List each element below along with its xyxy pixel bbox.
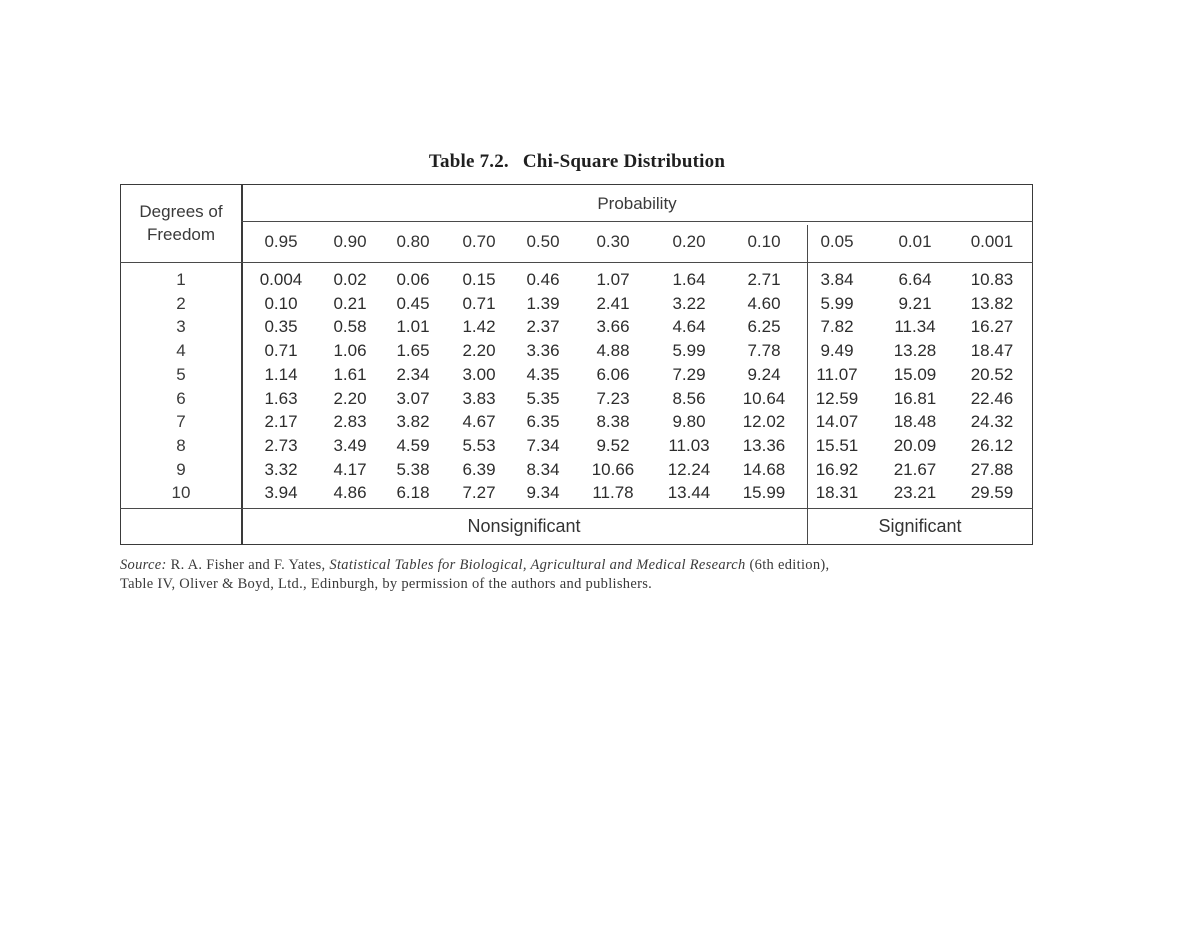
table-cell: 16.27 bbox=[970, 317, 1014, 337]
table-cell: 3.36 bbox=[526, 341, 560, 361]
table-cell: 12.24 bbox=[667, 459, 711, 479]
table-cell: 4.60 bbox=[747, 293, 781, 313]
table-cell: 3.83 bbox=[462, 388, 496, 408]
table-cell: 7.29 bbox=[672, 364, 706, 384]
source-authors: R. A. Fisher and F. Yates, bbox=[170, 557, 326, 573]
table-cell: 20.09 bbox=[893, 435, 937, 455]
source-title: Statistical Tables for Biological, Agricultural and Medical Research bbox=[329, 557, 746, 573]
df-header-line: Freedom bbox=[146, 225, 216, 244]
table-cell: 4.64 bbox=[672, 317, 706, 337]
table-cell: 0.10 bbox=[264, 293, 298, 313]
column-divider bbox=[241, 184, 243, 545]
table-cell: 11.34 bbox=[894, 317, 936, 337]
column-header-0_90: 0.90 bbox=[333, 232, 367, 251]
table-number: Table 7.2. bbox=[428, 151, 509, 172]
nonsignificant-label: Nonsignificant bbox=[467, 516, 581, 536]
table-cell: 3.49 bbox=[333, 435, 367, 455]
table-cell: 18.47 bbox=[970, 341, 1014, 361]
df-cell: 6 bbox=[176, 388, 186, 408]
df-cell: 3 bbox=[176, 317, 186, 337]
table-cell: 2.41 bbox=[596, 293, 630, 313]
table-cell: 1.65 bbox=[396, 341, 430, 361]
table-cell: 7.23 bbox=[596, 388, 630, 408]
table-cell: 13.36 bbox=[742, 435, 786, 455]
table-cell: 26.12 bbox=[970, 435, 1014, 455]
column-header-0_001: 0.001 bbox=[970, 232, 1014, 251]
source-edition: (6th edition), bbox=[749, 557, 830, 573]
source-label: Source: bbox=[120, 557, 167, 573]
table-cell: 7.27 bbox=[462, 483, 496, 503]
column-header-0_10: 0.10 bbox=[747, 232, 781, 251]
table-cell: 6.39 bbox=[462, 459, 496, 479]
table-cell: 5.53 bbox=[462, 435, 496, 455]
table-cell: 6.35 bbox=[526, 412, 560, 432]
table-cell: 11.03 bbox=[668, 435, 710, 455]
column-header-0_50: 0.50 bbox=[526, 232, 560, 251]
df-header-line: Degrees of bbox=[139, 202, 223, 221]
table-cell: 3.84 bbox=[820, 270, 854, 289]
table-cell: 6.25 bbox=[747, 317, 781, 337]
table-cell: 16.81 bbox=[893, 388, 937, 408]
table-cell: 6.06 bbox=[596, 364, 630, 384]
table-cell: 0.71 bbox=[264, 341, 298, 361]
table-cell: 9.24 bbox=[747, 364, 781, 384]
table-cell: 3.00 bbox=[462, 364, 496, 384]
table-cell: 5.99 bbox=[672, 341, 706, 361]
table-cell: 7.34 bbox=[526, 435, 560, 455]
table-cell: 2.37 bbox=[526, 317, 560, 337]
table-cell: 0.02 bbox=[333, 270, 367, 289]
table-cell: 7.82 bbox=[820, 317, 854, 337]
df-cell: 1 bbox=[176, 270, 186, 289]
table-cell: 8.34 bbox=[526, 459, 560, 479]
table-cell: 10.83 bbox=[970, 270, 1014, 289]
table-cell: 12.59 bbox=[815, 388, 859, 408]
table-cell: 0.21 bbox=[333, 293, 367, 313]
column-header-0_95: 0.95 bbox=[264, 232, 298, 251]
column-header-0_30: 0.30 bbox=[596, 232, 630, 251]
column-header-0_80: 0.80 bbox=[396, 232, 430, 251]
table-cell: 1.63 bbox=[264, 388, 298, 408]
table-cell: 4.86 bbox=[333, 483, 367, 503]
table-cell: 18.31 bbox=[815, 483, 859, 503]
table-cell: 1.64 bbox=[672, 270, 706, 289]
table-cell: 10.64 bbox=[742, 388, 786, 408]
footer-rule bbox=[120, 508, 1033, 509]
table-cell: 2.83 bbox=[333, 412, 367, 432]
df-cell: 9 bbox=[176, 459, 186, 479]
table-cell: 1.61 bbox=[333, 364, 367, 384]
table-cell: 13.82 bbox=[970, 293, 1014, 313]
table-cell: 2.17 bbox=[264, 412, 298, 432]
table-cell: 5.99 bbox=[820, 293, 854, 313]
table-cell: 4.35 bbox=[526, 364, 560, 384]
table-cell: 0.35 bbox=[264, 317, 298, 337]
column-header-0_20: 0.20 bbox=[672, 232, 706, 251]
df-cell: 7 bbox=[176, 412, 186, 432]
table-cell: 0.46 bbox=[526, 270, 560, 289]
table-cell: 1.39 bbox=[526, 293, 560, 313]
table-cell: 9.80 bbox=[672, 412, 706, 432]
table-cell: 10.66 bbox=[591, 459, 635, 479]
table-title: Chi-Square Distribution bbox=[522, 151, 726, 172]
df-cell: 5 bbox=[176, 364, 186, 384]
table-cell: 4.17 bbox=[333, 459, 367, 479]
table-cell: 4.59 bbox=[396, 435, 430, 455]
table-cell: 14.07 bbox=[815, 412, 859, 432]
table-cell: 0.71 bbox=[462, 293, 496, 313]
table-cell: 6.64 bbox=[898, 270, 932, 289]
table-cell: 0.58 bbox=[333, 317, 367, 337]
table-cell: 2.20 bbox=[462, 341, 496, 361]
table-cell: 15.09 bbox=[893, 364, 937, 384]
table-cell: 16.92 bbox=[815, 459, 859, 479]
table-cell: 23.21 bbox=[893, 483, 937, 503]
df-cell: 4 bbox=[176, 341, 186, 361]
table-cell: 1.07 bbox=[596, 270, 630, 289]
table-cell: 3.32 bbox=[264, 459, 298, 479]
table-cell: 24.32 bbox=[970, 412, 1014, 432]
df-cell: 8 bbox=[176, 435, 186, 455]
df-cell: 2 bbox=[176, 293, 186, 313]
table-cell: 3.94 bbox=[264, 483, 298, 503]
table-cell: 2.20 bbox=[333, 388, 367, 408]
table-cell: 22.46 bbox=[970, 388, 1014, 408]
table-cell: 1.42 bbox=[462, 317, 496, 337]
table-cell: 3.22 bbox=[672, 293, 706, 313]
table-cell: 1.14 bbox=[264, 364, 298, 384]
table-cell: 18.48 bbox=[893, 412, 937, 432]
table-cell: 13.28 bbox=[893, 341, 937, 361]
table-cell: 3.82 bbox=[396, 412, 430, 432]
significant-label: Significant bbox=[878, 516, 962, 536]
table-cell: 4.67 bbox=[462, 412, 496, 432]
table-cell: 0.06 bbox=[396, 270, 430, 289]
table-cell: 2.34 bbox=[396, 364, 430, 384]
table-cell: 5.35 bbox=[526, 388, 560, 408]
table-cell: 5.38 bbox=[396, 459, 430, 479]
table-cell: 3.07 bbox=[396, 388, 430, 408]
source-note bbox=[120, 556, 1040, 594]
table-cell: 6.18 bbox=[396, 483, 430, 503]
table-cell: 2.71 bbox=[747, 270, 781, 289]
table-cell: 8.38 bbox=[596, 412, 630, 432]
df-cell: 10 bbox=[171, 483, 191, 503]
table-cell: 14.68 bbox=[742, 459, 786, 479]
table-cell: 1.06 bbox=[333, 341, 367, 361]
column-header-0_05: 0.05 bbox=[820, 232, 854, 251]
probability-header: Probability bbox=[597, 194, 677, 213]
table-cell: 11.78 bbox=[592, 483, 634, 503]
table-cell: 0.15 bbox=[462, 270, 496, 289]
table-cell: 12.02 bbox=[742, 412, 786, 432]
table-cell: 20.52 bbox=[970, 364, 1014, 384]
table-caption bbox=[0, 151, 1154, 173]
table-cell: 13.44 bbox=[667, 483, 711, 503]
table-cell: 9.52 bbox=[596, 435, 630, 455]
table-cell: 9.49 bbox=[820, 341, 854, 361]
table-cell: 0.45 bbox=[396, 293, 430, 313]
table-cell: 2.73 bbox=[264, 435, 298, 455]
table-cell: 29.59 bbox=[970, 483, 1014, 503]
source-rest: Table IV, Oliver & Boyd, Ltd., Edinburgh, by permission of the authors and publishers. bbox=[120, 576, 653, 592]
table-cell: 11.07 bbox=[816, 364, 858, 384]
table-cell: 8.56 bbox=[672, 388, 706, 408]
header-rule bbox=[241, 221, 1033, 222]
table-cell: 15.51 bbox=[815, 435, 859, 455]
table-cell: 21.67 bbox=[893, 459, 937, 479]
column-header-0_01: 0.01 bbox=[898, 232, 932, 251]
header-bottom-rule bbox=[120, 262, 1033, 263]
table-cell: 3.66 bbox=[596, 317, 630, 337]
table-cell: 9.34 bbox=[526, 483, 560, 503]
table-cell: 9.21 bbox=[898, 293, 932, 313]
table-cell: 0.004 bbox=[259, 270, 303, 289]
table-cell: 4.88 bbox=[596, 341, 630, 361]
table-cell: 7.78 bbox=[747, 341, 781, 361]
table-cell: 15.99 bbox=[742, 483, 786, 503]
df-header bbox=[122, 200, 240, 246]
table-cell: 1.01 bbox=[396, 317, 430, 337]
column-header-0_70: 0.70 bbox=[462, 232, 496, 251]
table-cell: 27.88 bbox=[970, 459, 1014, 479]
